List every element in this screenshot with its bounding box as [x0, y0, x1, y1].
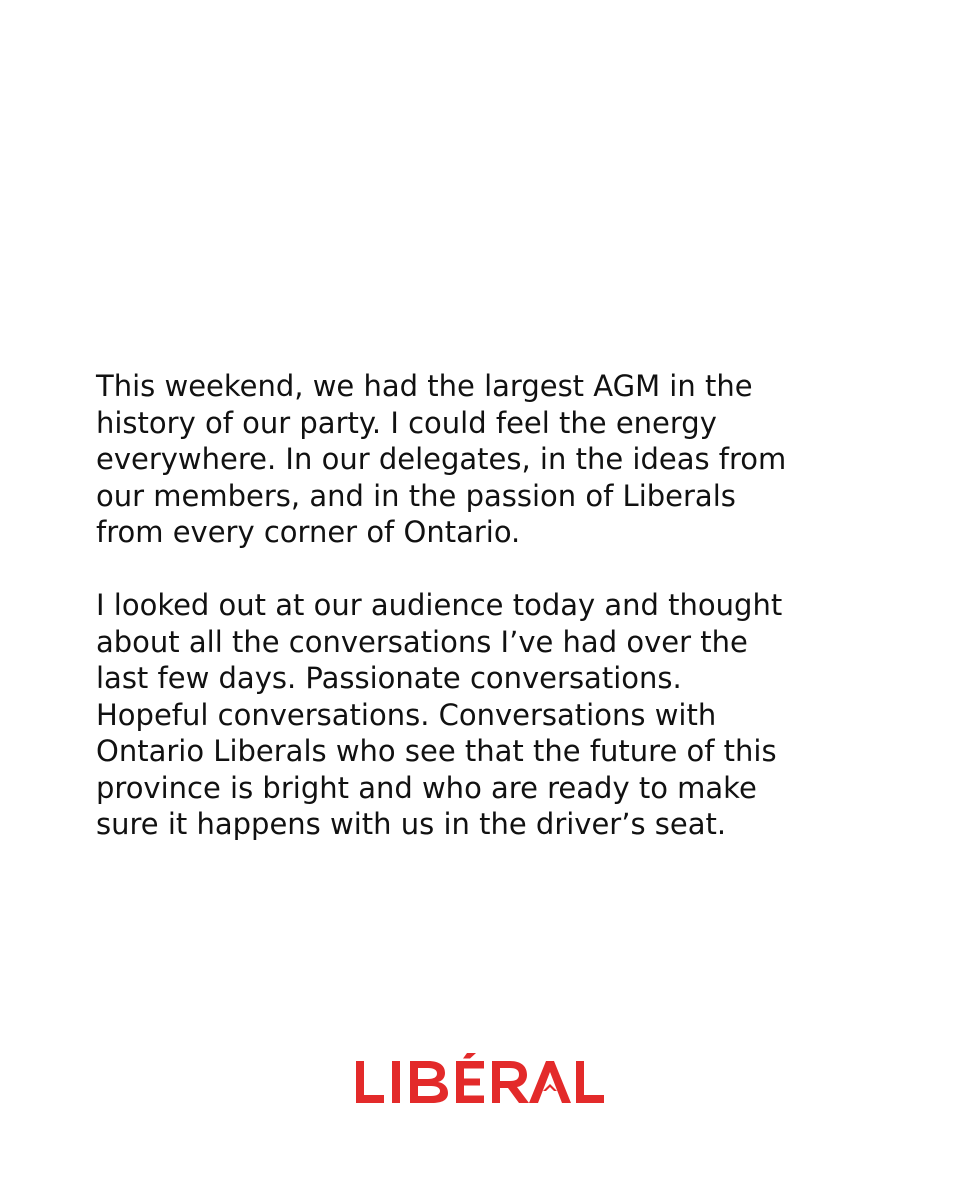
statement-line: history of our party. I could feel the energy [96, 405, 717, 440]
statement-line: sure it happens with us in the driver’s seat. [96, 807, 727, 841]
statement-line: Ontario Liberals who see that the future of this [96, 734, 777, 768]
statement-paragraph-2 [96, 587, 896, 843]
liberal-wordmark-icon [354, 1053, 606, 1109]
statement-line: This weekend, we had the largest AGM in the [96, 369, 753, 403]
statement-paragraph-1 [96, 368, 896, 551]
statement-line: from every corner of Ontario. [96, 515, 521, 549]
statement-line: province is bright and who are ready to make [96, 770, 757, 805]
statement-line: everywhere. In our delegates, in the ideas from [96, 442, 787, 476]
statement-line: Hopeful conversations. Conversations with [96, 697, 717, 732]
liberal-logo [0, 1053, 960, 1109]
statement-line: last few days. Passionate conversations. [96, 661, 682, 695]
statement-text [96, 368, 896, 843]
statement-line: about all the conversations I’ve had over the [96, 624, 748, 659]
statement-line: our members, and in the passion of Liberals [96, 478, 736, 513]
statement-line: I looked out at our audience today and thought [96, 588, 783, 622]
